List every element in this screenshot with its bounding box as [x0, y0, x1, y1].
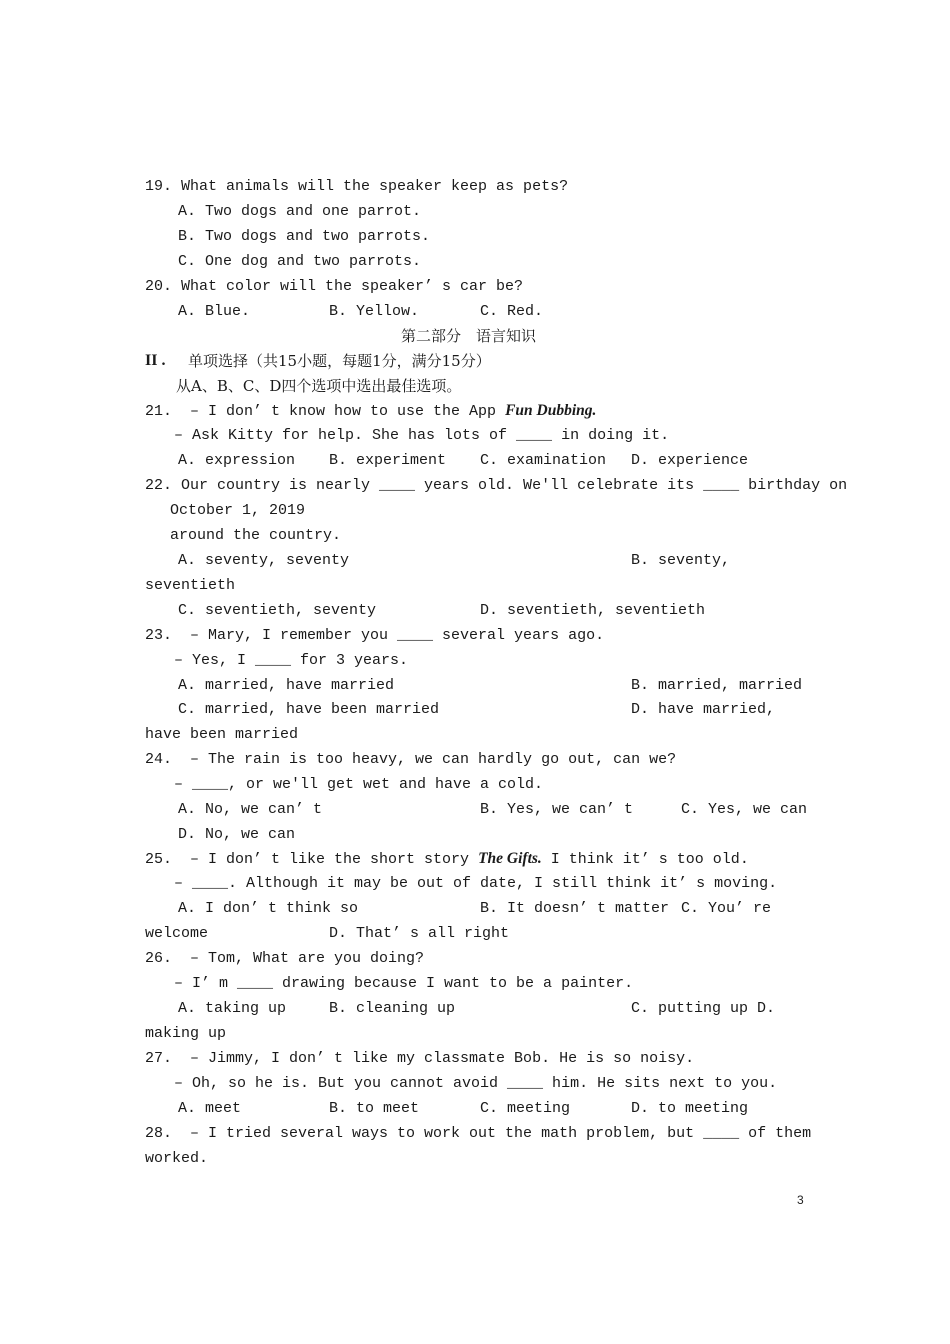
q24-option-b: B. Yes, we can’ t: [480, 801, 634, 818]
q27-line2: – Oh, so he is. But you cannot avoid ____ him. He sits next to you.: [174, 1075, 778, 1092]
q24-option-a: A. No, we can’ t: [178, 801, 323, 818]
q23-option-d-wrap: have been married: [145, 726, 299, 743]
q26-line2: – I’ m ____ drawing because I want to be a painter.: [174, 975, 634, 992]
q21-line2: – Ask Kitty for help. She has lots of ____ in doing it.: [174, 427, 670, 444]
q27-option-d: D. to meeting: [631, 1100, 749, 1117]
q21-option-c: C. examination: [480, 452, 607, 469]
q21-line1: [145, 401, 596, 422]
q19-option-b: B. Two dogs and two parrots.: [178, 228, 431, 245]
q26-line1: 26. – Tom, What are you doing?: [145, 950, 425, 967]
q22-option-b: B. seventy,: [631, 552, 731, 569]
q22-line2: October 1, 2019: [170, 502, 306, 519]
q20-stem: 20. What color will the speaker’ s car be?: [145, 278, 524, 295]
q26-option-c: C. putting up D.: [631, 1000, 776, 1017]
q23-option-b: B. married, married: [631, 677, 803, 694]
q25-line1-tail: I think it’ s too old.: [541, 851, 749, 868]
q19-stem: 19. What animals will the speaker keep as pets?: [145, 178, 569, 195]
q23-option-a: A. married, have married: [178, 677, 395, 694]
q20-option-a: A. Blue.: [178, 303, 251, 320]
q23-line1: 23. – Mary, I remember you ____ several years ago.: [145, 627, 605, 644]
q25-option-c: C. You’ re: [681, 900, 772, 917]
q28-line2: worked.: [145, 1150, 209, 1167]
section2-heading: 单项选择（共15小题，每题1分，满分15分）: [188, 352, 491, 370]
q25-line2: – ____. Although it may be out of date, I still think it’ s moving.: [174, 875, 778, 892]
q23-option-c: C. married, have been married: [178, 701, 440, 718]
q27-line1: 27. – Jimmy, I don’ t like my classmate Bob. He is so noisy.: [145, 1050, 695, 1067]
q19-option-c: C. One dog and two parrots.: [178, 253, 422, 270]
q23-line2: – Yes, I ____ for 3 years.: [174, 652, 409, 669]
q22-line1: 22. Our country is nearly ____ years old. We'll celebrate its ____ birthday on: [145, 477, 848, 494]
q25-option-c-wrap: welcome: [145, 925, 209, 942]
q21-line1-text: 21. – I don’ t know how to use the App: [145, 403, 506, 420]
q26-option-a: A. taking up: [178, 1000, 287, 1017]
q24-option-d: D. No, we can: [178, 826, 296, 843]
q26-option-d-wrap: making up: [145, 1025, 227, 1042]
section2-instruction: 从A、B、C、D四个选项中选出最佳选项。: [176, 377, 462, 395]
q27-option-b: B. to meet: [329, 1100, 420, 1117]
q22-option-b-wrap: seventieth: [145, 577, 236, 594]
q25-story-title: The Gifts.: [478, 850, 542, 867]
q21-option-b: B. experiment: [329, 452, 447, 469]
q21-option-a: A. expression: [178, 452, 296, 469]
q24-line1: 24. – The rain is too heavy, we can hardly go out, can we?: [145, 751, 677, 768]
q22-option-c: C. seventieth, seventy: [178, 602, 377, 619]
q19-option-a: A. Two dogs and one parrot.: [178, 203, 422, 220]
q21-app-title: Fun Dubbing.: [505, 402, 597, 419]
q25-option-b: B. It doesn’ t matter: [480, 900, 670, 917]
q25-option-d: D. That’ s all right: [329, 925, 510, 942]
q25-line1-text: 25. – I don’ t like the short story: [145, 851, 479, 868]
page-number: 3: [797, 1193, 804, 1207]
q25-option-a: A. I don’ t think so: [178, 900, 359, 917]
q27-option-a: A. meet: [178, 1100, 242, 1117]
q24-line2: – ____, or we'll get wet and have a cold.: [174, 776, 544, 793]
part2-title: 第二部分 语言知识: [401, 327, 537, 345]
section2-numeral: II .: [145, 352, 166, 369]
q26-option-b: B. cleaning up: [329, 1000, 456, 1017]
q21-option-d: D. experience: [631, 452, 749, 469]
q22-option-d: D. seventieth, seventieth: [480, 602, 706, 619]
q24-option-c: C. Yes, we can: [681, 801, 808, 818]
q22-option-a: A. seventy, seventy: [178, 552, 350, 569]
q20-option-c: C. Red.: [480, 303, 544, 320]
q22-line3: around the country.: [170, 527, 342, 544]
q27-option-c: C. meeting: [480, 1100, 571, 1117]
q23-option-d: D. have married,: [631, 701, 776, 718]
q20-option-b: B. Yellow.: [329, 303, 420, 320]
q25-line1: [145, 849, 749, 870]
q28-line1: 28. – I tried several ways to work out the math problem, but ____ of them: [145, 1125, 812, 1142]
